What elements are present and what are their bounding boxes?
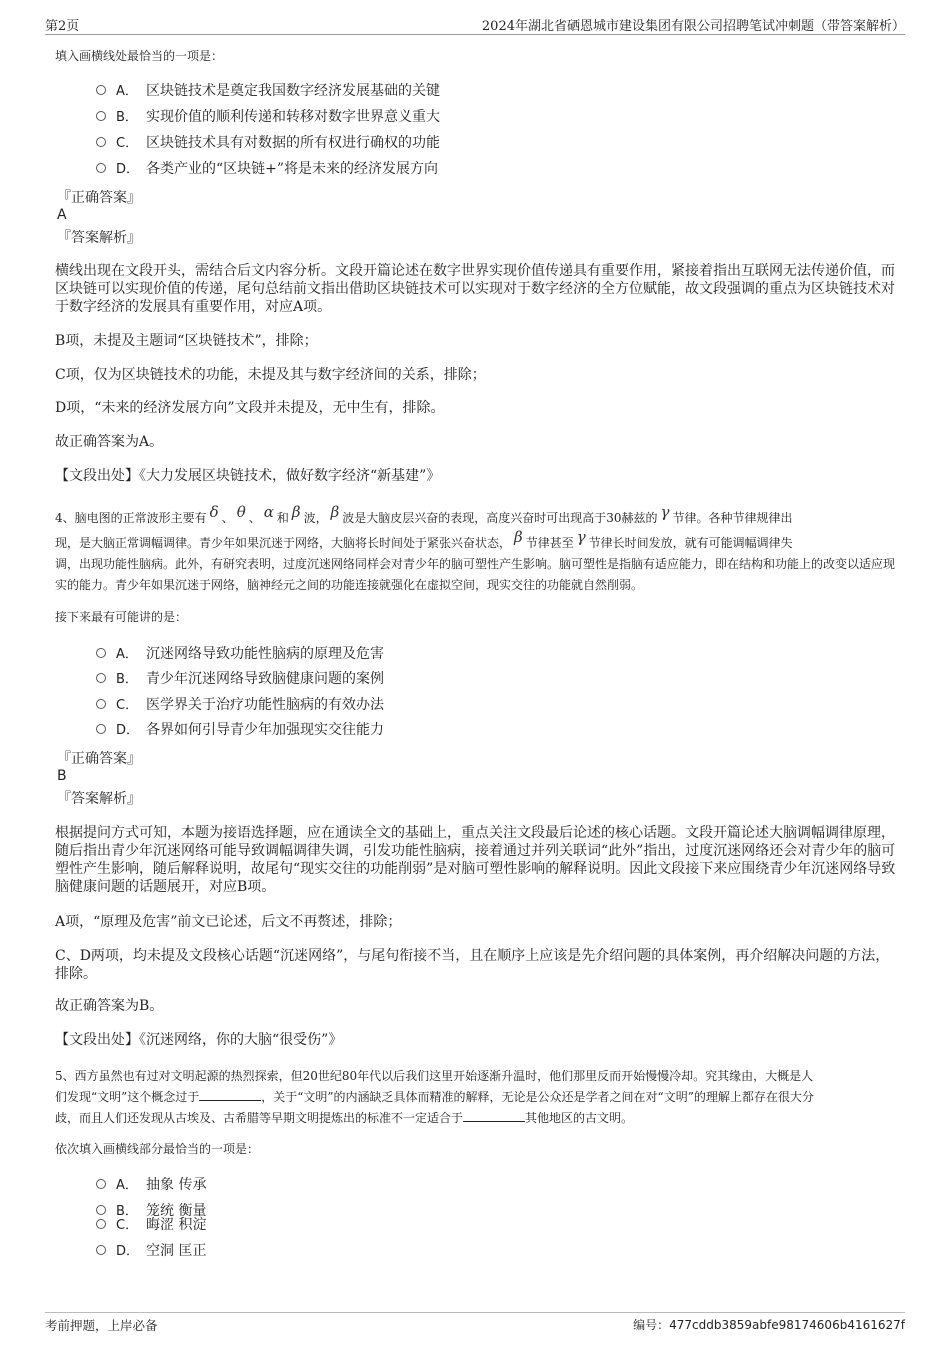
document-id: 编号：477cddb3859abfe98174606b4161627f <box>633 1318 905 1332</box>
analysis-paragraph: C项，仅为区块链技术的功能，未提及其与数字经济间的关系，排除； <box>55 367 486 383</box>
q5-option-a[interactable]: A． 抽象 传承 <box>96 1175 206 1195</box>
fill-blank <box>463 1111 525 1122</box>
q5-option-c[interactable]: C． 晦涩 积淀 <box>96 1215 206 1235</box>
gamma-symbol: γ <box>576 528 586 546</box>
source-citation: 【文段出处】《沉迷网络，你的大脑“很受伤”》 <box>55 1032 343 1048</box>
analysis-paragraph: 故正确答案为B。 <box>55 998 164 1014</box>
q3-option-a[interactable]: A． 区块链技术是奠定我国数字经济发展基础的关键 <box>96 81 440 101</box>
question-stem: 4、脑电图的正常波形主要有 δ 、 θ 、 α 和 β 波， β 波是大脑皮层兴奋的表现，高度兴奋时可出现高于30赫兹的 γ 节律。各种节律规律出 现，是大脑正常调幅调律。青少年如果沉迷于网络，大脑将长时间处于紧张兴奋状态， β 节律甚至 γ 节律长时间发放，就有可能调幅调律失 调，出现功能性脑病。此外，有研究表明，过度沉迷网络同样会对青少年的脑可塑性产生影响。脑可塑性是指脑有适应能力，即在结构和功能上的改变以适应现实的能力。青少年如果沉迷于网络，脑神经元之间的功能连接就强化在虚拟空间，现实交往的功能就自然削弱。 <box>55 503 896 592</box>
analysis-paragraph: 横线出现在文段开头，需结合后文内容分析。文段开篇论述在数字世界实现价值传递具有重要作用，紧接着指出互联网无法传递价值，而区块链可以实现价值的传递，尾句总结前文指出借助区块链技术可以实现对于数字经济的全方位赋能，故文段强调的重点为区块链技术对于数字经济的发展具有重要作用，对应A项。 <box>55 263 895 315</box>
beta-symbol: β <box>291 503 301 521</box>
radio-icon[interactable] <box>96 1245 106 1255</box>
alpha-symbol: α <box>263 503 274 521</box>
answer-label: 『正确答案』 <box>57 751 141 767</box>
radio-icon[interactable] <box>96 137 106 147</box>
q5-option-b[interactable]: B． 笼统 衡量 <box>96 1201 206 1221</box>
radio-icon[interactable] <box>96 163 106 173</box>
document-title: 2024年湖北省硒恩城市建设集团有限公司招聘笔试冲刺题（带答案解析） <box>481 19 905 34</box>
analysis-paragraph: 根据提问方式可知，本题为接语选择题，应在通读全文的基础上，重点关注文段最后论述的核心话题。文段开篇论述大脑调幅调律原理，随后指出青少年沉迷网络可能导致调幅调律失调，引发功能性脑病，接着通过并列关联词“此外”指出，过度沉迷网络还会对青少年的脑可塑性产生影响，随后解释说明，故尾句“现实交往的功能削弱”是对脑可塑性影响的解释说明。因此文段接下来应围绕青少年沉迷网络导致脑健康问题的话题展开，对应B项。 <box>55 825 896 895</box>
source-citation: 【文段出处】《大力发展区块链技术，做好数字经济“新基建”》 <box>55 468 441 484</box>
radio-icon[interactable] <box>96 673 106 683</box>
analysis-paragraph: 故正确答案为A。 <box>55 434 164 450</box>
q3-option-d[interactable]: D． 各类产业的“区块链+”将是未来的经济发展方向 <box>96 159 438 179</box>
analysis-label: 『答案解析』 <box>57 230 141 246</box>
analysis-paragraph: D项，“未来的经济发展方向”文段并未提及，无中生有，排除。 <box>55 400 445 416</box>
analysis-label: 『答案解析』 <box>57 791 141 807</box>
radio-icon[interactable] <box>96 1179 106 1189</box>
analysis-paragraph: B项，未提及主题词“区块链技术”，排除； <box>55 333 318 349</box>
page-number: 第2页 <box>45 19 80 34</box>
q4-option-a[interactable]: A． 沉迷网络导致功能性脑病的原理及危害 <box>96 644 384 664</box>
answer-label: 『正确答案』 <box>57 190 141 206</box>
radio-icon[interactable] <box>96 1219 106 1229</box>
answer-value: A <box>57 207 67 223</box>
analysis-paragraph: C、D两项，均未提及文段核心话题“沉迷网络”，与尾句衔接不当，且在顺序上应该是先介绍问题的具体案例，再介绍解决问题的方法，排除。 <box>55 948 890 982</box>
answer-value: B <box>57 768 67 784</box>
gamma-symbol: γ <box>660 503 670 521</box>
fill-blank <box>199 1090 261 1101</box>
question-prompt: 依次填入画横线部分最恰当的一项是： <box>55 1142 260 1156</box>
beta-symbol: β <box>330 503 340 521</box>
radio-icon[interactable] <box>96 648 106 658</box>
q4-option-d[interactable]: D． 各界如何引导青少年加强现实交往能力 <box>96 720 384 740</box>
q4-option-c[interactable]: C． 医学界关于治疗功能性脑病的有效办法 <box>96 695 384 715</box>
q5-option-d[interactable]: D． 空洞 匡正 <box>96 1241 206 1261</box>
delta-symbol: δ <box>209 503 219 521</box>
theta-symbol: θ <box>236 503 246 521</box>
radio-icon[interactable] <box>96 699 106 709</box>
radio-icon[interactable] <box>96 111 106 121</box>
q3-option-c[interactable]: C． 区块链技术具有对数据的所有权进行确权的功能 <box>96 133 440 153</box>
footer-slogan: 考前押题，上岸必备 <box>45 1318 158 1333</box>
radio-icon[interactable] <box>96 85 106 95</box>
page-footer <box>45 1312 905 1333</box>
question-prompt: 接下来最有可能讲的是： <box>55 610 188 624</box>
q3-option-b[interactable]: B． 实现价值的顺利传递和转移对数字世界意义重大 <box>96 107 440 127</box>
radio-icon[interactable] <box>96 1205 106 1215</box>
page-header <box>45 12 905 35</box>
beta-symbol: β <box>514 528 523 546</box>
q4-option-b[interactable]: B． 青少年沉迷网络导致脑健康问题的案例 <box>96 669 384 689</box>
question-stem: 5、西方虽然也有过对文明起源的热烈探索，但20世纪80年代以后我们这里开始逐渐升温时，他们那里反而开始慢慢冷却。究其缘由，大概是人 们发现“文明”这个概念过于 ，关于“文明”的内涵缺乏具体而精准的解释，无论是公众还是学者之间在对“文明”的理解上都存在很大分 歧，而且人们还发现从古埃及、古希腊等早期文明提炼出的标准不一定适合于 其他地区的古文明。 <box>55 1069 814 1125</box>
question-prompt: 填入画横线处最恰当的一项是： <box>55 49 224 63</box>
analysis-paragraph: A项，“原理及危害”前文已论述，后文不再赘述，排除； <box>55 914 402 930</box>
radio-icon[interactable] <box>96 724 106 734</box>
